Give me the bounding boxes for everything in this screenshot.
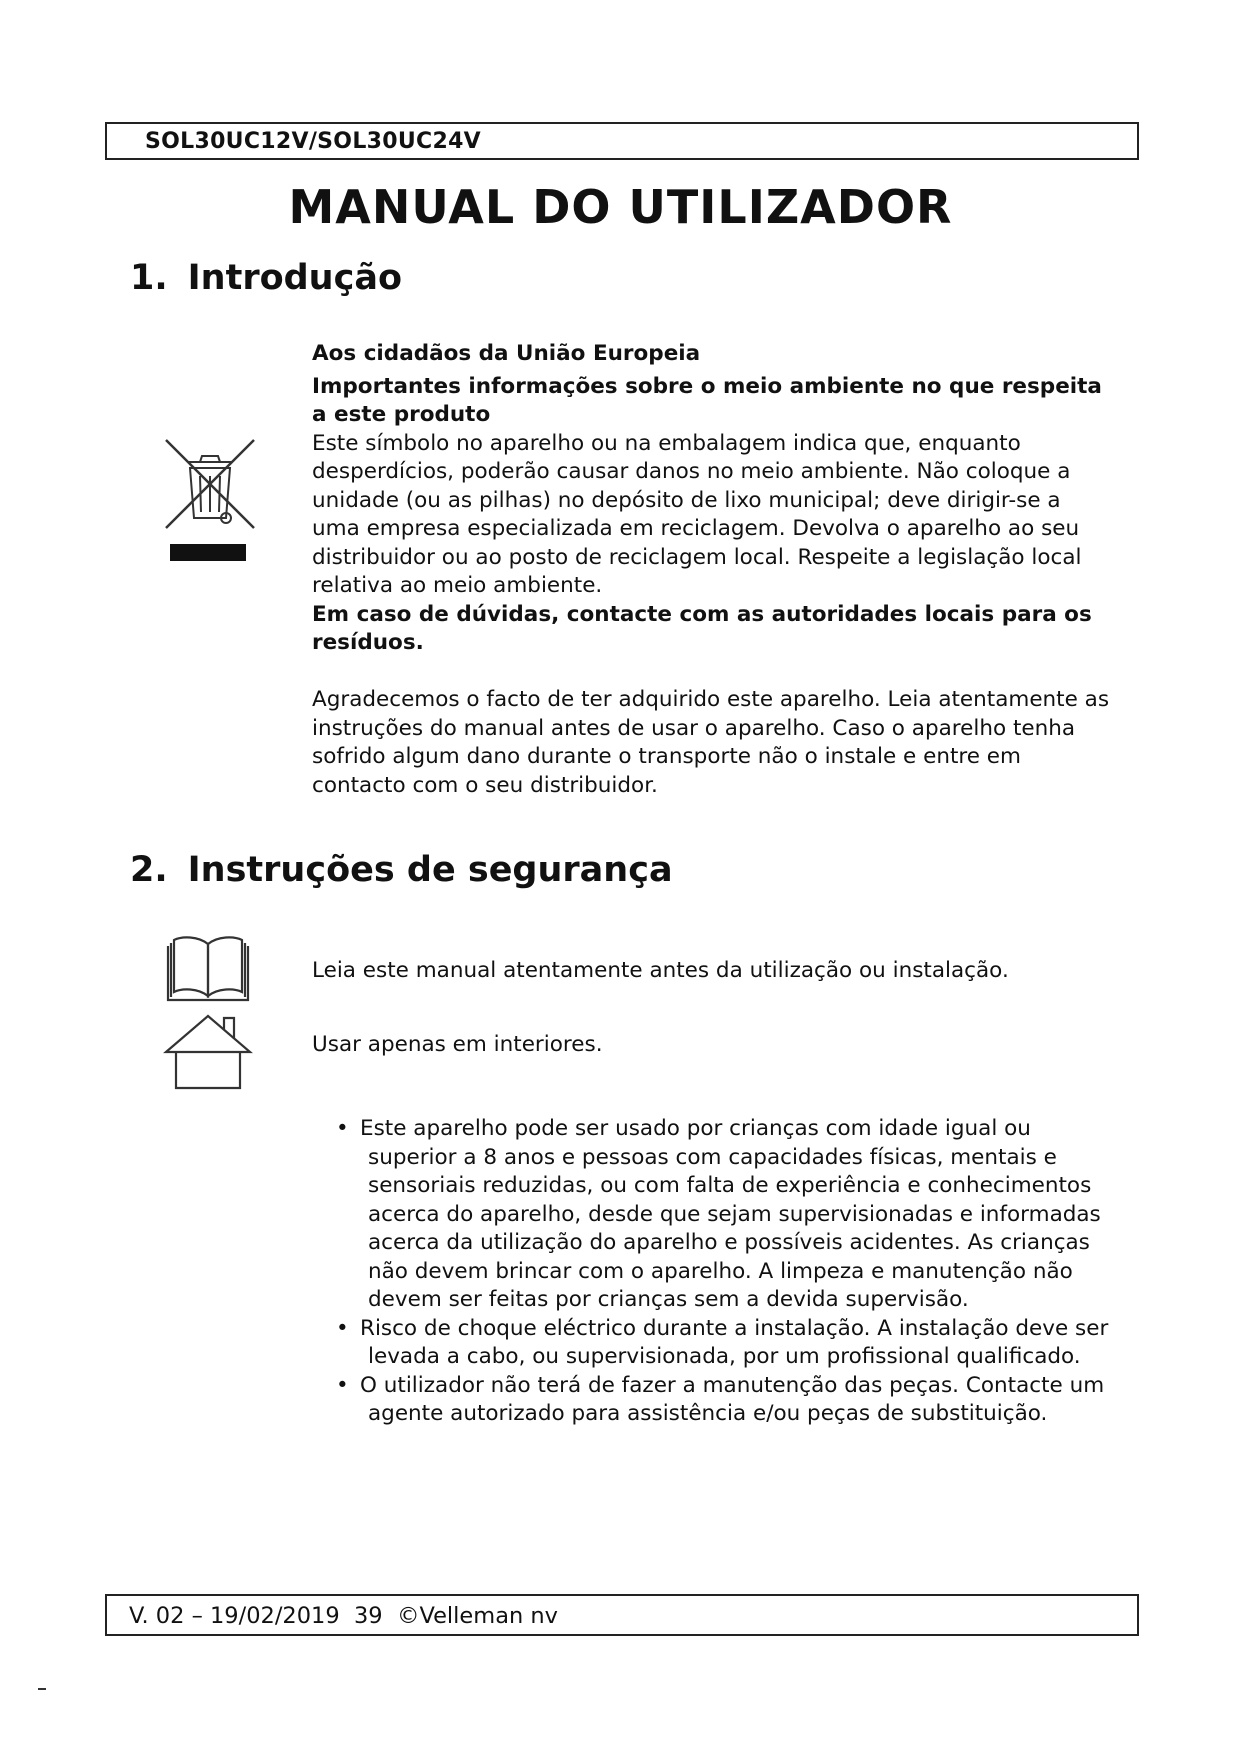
section-title: Instruções de segurança bbox=[187, 850, 673, 890]
crossed-out-wheelie-bin-icon bbox=[160, 432, 260, 572]
footer-info bbox=[129, 1603, 558, 1629]
environment-contact-note: Em caso de dúvidas, contacte com as autoridades locais para os resíduos. bbox=[312, 601, 1092, 655]
indoor-use-note-block bbox=[312, 1031, 1112, 1060]
indoor-use-note: Usar apenas em interiores. bbox=[312, 1032, 603, 1057]
model-number: SOL30UC12V/SOL30UC24V bbox=[145, 129, 481, 154]
environment-notice bbox=[312, 340, 1112, 658]
footer-box bbox=[105, 1594, 1139, 1636]
read-manual-note-block bbox=[312, 957, 1112, 986]
thanks-paragraph: Agradecemos o facto de ter adquirido este aparelho. Leia atentamente as instruções do manual antes de usar o aparelho. Caso o aparelho tenha sofrido algum dano durante o transporte não o instale e entre em contacto com o seu distribuidor. bbox=[312, 687, 1110, 798]
eu-citizens-title: Aos cidadãos da União Europeia bbox=[312, 341, 701, 366]
read-manual-note: Leia este manual atentamente antes da utilização ou instalação. bbox=[312, 958, 1009, 983]
section-number: 2. bbox=[130, 850, 168, 890]
section-number: 1. bbox=[130, 258, 168, 298]
thanks-paragraph-block bbox=[312, 686, 1112, 800]
list-item: • Risco de choque eléctrico durante a instalação. A instalação deve ser levada a cabo, ou supervisionada, por um profissional qualificado. bbox=[336, 1315, 1109, 1369]
book-icon bbox=[162, 932, 254, 1008]
page-title: MANUAL DO UTILIZADOR bbox=[288, 180, 953, 234]
bullet-text: O utilizador não terá de fazer a manutenção das peças. Contacte um agente autorizado para assistência e/ou peças de substituição. bbox=[360, 1372, 1105, 1426]
page-number: 39 bbox=[353, 1603, 383, 1629]
page-edge-mark bbox=[38, 1688, 46, 1690]
list-item: • O utilizador não terá de fazer a manutenção das peças. Contacte um agente autorizado para assistência e/ou peças de substituição. bbox=[336, 1372, 1105, 1426]
safety-bullet-list bbox=[312, 1115, 1112, 1429]
environment-info-title: Importantes informações sobre o meio ambiente no que respeita a este produto bbox=[312, 373, 1102, 427]
environment-info-body: Este símbolo no aparelho ou na embalagem indica que, enquanto desperdícios, poderão causar danos no meio ambiente. Não coloque a unidade (ou as pilhas) no depósito de lixo municipal; deve dirigir-se a uma empresa especializada em reciclagem. Devolva o aparelho ao seu distribuidor ou ao posto de reciclagem local. Respeite a legislação local relativa ao meio ambiente. bbox=[312, 430, 1082, 598]
section-heading-safety bbox=[130, 850, 673, 890]
version-date: V. 02 – 19/02/2019 bbox=[129, 1603, 340, 1629]
copyright: ©Velleman nv bbox=[396, 1603, 558, 1629]
section-heading-introduction bbox=[130, 258, 402, 298]
section-title: Introdução bbox=[187, 258, 403, 298]
list-item: • Este aparelho pode ser usado por crianças com idade igual ou superior a 8 anos e pessoas com capacidades físicas, mentais e sensoriais reduzidas, ou com falta de experiência e conhecimentos acerca do aparelho, desde que sejam supervisionadas e informadas acerca da utilização do aparelho e possíveis acidentes. As crianças não devem brincar com o aparelho. A limpeza e manutenção não devem ser feitas por crianças sem a devida supervisão. bbox=[336, 1116, 1101, 1312]
house-icon bbox=[162, 1012, 254, 1094]
bullet-text: Este aparelho pode ser usado por crianças com idade igual ou superior a 8 anos e pessoas com capacidades físicas, mentais e sensoriais reduzidas, ou com falta de experiência e conhecimentos acerca do aparelho, desde que sejam supervisionadas e informadas acerca da utilização do aparelho e possíveis acidentes. As crianças não devem brincar com o aparelho. A limpeza e manutenção não devem ser feitas por crianças sem a devida supervisão. bbox=[360, 1116, 1101, 1312]
bullet-text: Risco de choque eléctrico durante a instalação. A instalação deve ser levada a cabo, ou supervisionada, por um profissional qualificado. bbox=[360, 1315, 1109, 1369]
header-box bbox=[105, 122, 1139, 160]
